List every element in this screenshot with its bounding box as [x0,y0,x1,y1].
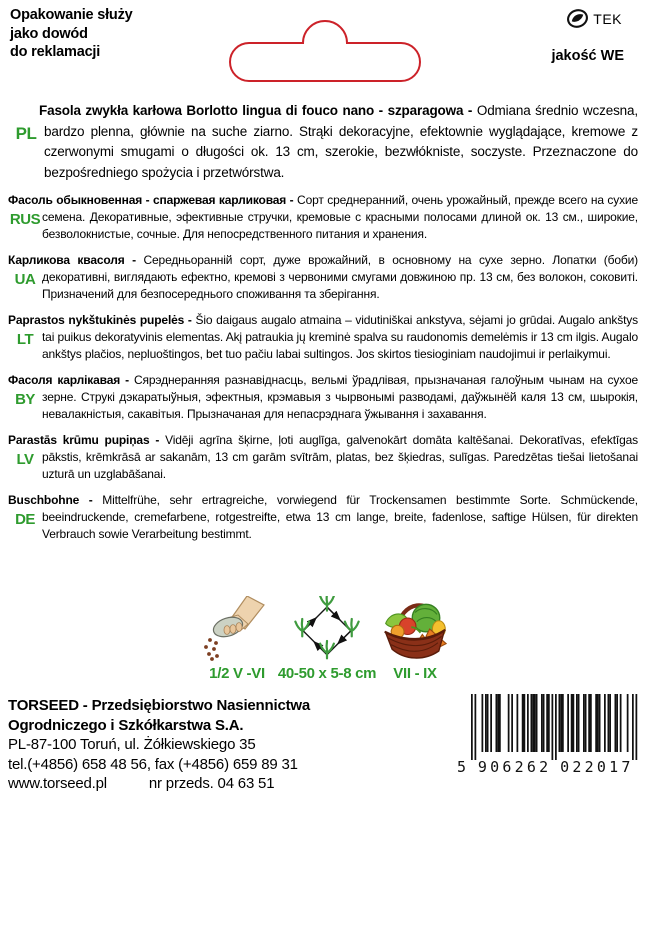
section-text: Vidēji agrīna šķirne, ļoti auglīga, galvenokārt domāta kaltēšanai. Dekoratīvas, efektīgas pākstis, krēmkrāsā ar sakanām, 13 cm garām svītrām, platas, bez šķiedras, sulīgas. Paredzētas tiešai lietošanai uzturā un uzglabāšanai. [42,433,638,481]
svg-text:9: 9 [477,758,487,776]
claim-line: do reklamacji [10,44,101,60]
section-title: Фасоль обыкновенная - спаржевая карликовая - [8,193,294,207]
svg-text:0: 0 [596,758,606,776]
section-title: Fasola zwykła karłowa Borlotto lingua di fouco nano - szparagowa - [39,103,473,118]
claim-line: jako dowód [10,25,88,42]
section-text: Odmiana średnio wczesna, bardzo plenna, głównie na suche ziarno. Strąki dekoracyjne, efektownie wyglądające, kremowe z czerwonymi smugami o długości ok. 13 cm, szerokie, bezwłókniste, soczyste. Przeznaczone do bezpośredniego spożycia i przetwórstwa. [44,103,638,180]
svg-text:2: 2 [539,758,549,776]
section-title: Buschbohne - [8,493,93,507]
section-title: Parastās krūmu pupiņas - [8,433,160,447]
company-name-line1: TORSEED - Przedsiębiorstwo Nasiennictwa [8,697,310,714]
harvest-period-label: VII - IX [393,665,437,682]
lang-code-lv: LV [16,451,34,468]
hang-tab-outline [225,18,425,84]
company-registry: nr przeds. 04 63 51 [148,775,275,792]
section-text: Šio daigaus augalo atmaina – vidutiniškai ankstyva, sėjami jo grūdai. Augalo ankštys tai puikus dekoratyvinis elementas. Akį patraukia jų kreminė spalva su raudonomis demelėmis ir 13 cm ilgis. Augalo ankštys plačios, nepluoštingos, bet tuo pačiu labai sultingos. Jos skirtos tiesioginiam naudojimui ir perlaikymui. [42,313,638,361]
section-text: Середньоранній сорт, дуже врожайний, в основному на сухе зерно. Лопатки (боби) декоративні, виглядають ефектно, кремові з червоними смугами довжиною пр. 13 см, без волокон, соковиті. Призначений для безпосереднього споживання та зберігання. [42,253,638,301]
section-text: Сорт среднеранний, очень урожайный, прежде всего на сухие семена. Декоративные, эфективные стручки, кремовые с красными полосами длиной ок. 13 см., широкие, безволокнистые, сочные. Для непосредственного питания и хранения. [42,193,638,241]
section-title: Paprastos nykštukinės pupelės - [8,313,192,327]
svg-text:2: 2 [514,758,524,776]
section-rus [8,192,638,243]
harvest-info [370,596,460,682]
lang-code-rus: RUS [9,211,41,228]
sowing-period-label: 1/2 V -VI [209,665,265,682]
claim-line: Opakowanie służy [10,7,133,23]
svg-text:6: 6 [502,758,512,776]
tek-label: TEK [593,10,622,27]
lang-code-pl: PL [15,124,37,143]
tek-logo [566,8,622,29]
section-lt [8,312,638,363]
company-contact: tel.(+4856) 658 48 56, fax (+4856) 659 89 31 [8,755,298,773]
section-by [8,372,638,423]
lang-code-de: DE [15,511,35,528]
section-text: Сярэднеранняя разнавіднасць, вельмі ўрадлівая, прызначаная галоўным чынам на сухое зерне. Струкі дэкаратыўныя, эфектныя, крэмавыя з чырвонымі разводамі, даўжынёй каля 13 см, шырокія, невалакністыя, сакавітыя. Прызначаная для непасрэднага ўжывання і захавання. [42,373,638,421]
svg-text:5: 5 [457,758,467,776]
section-title: Карликова квасоля - [8,253,136,267]
plant-spacing-icon [272,596,382,662]
lang-code-by: BY [15,391,35,408]
svg-text:0: 0 [490,758,500,776]
svg-text:7: 7 [621,758,631,776]
barcode [455,694,646,781]
section-title: Фасоля карлікавая - [8,373,129,387]
leaf-icon [566,8,589,29]
company-address: PL-87-100 Toruń, ul. Żółkiewskiego 35 [8,736,256,753]
lang-code-ua: UA [14,271,36,288]
section-ua [8,252,638,303]
quality-label: jakość WE [551,48,624,64]
section-de [8,492,638,543]
harvest-basket-icon [370,596,460,662]
section-text: Mittelfrühe, sehr ertragreiche, vorwiegend für Trockensamen bestimmte Sorte. Schmückende, beeindruckende, cremefarbene, rotgestreifte, etwa 13 cm lange, breite, fadenlose, saftige Hülsen, für direkten Verbrauch sowie Verarbeitung bestimmt. [42,493,638,541]
lang-code-lt: LT [16,331,34,348]
svg-text:1: 1 [609,758,619,776]
svg-text:6: 6 [526,758,536,776]
section-lv [8,432,638,483]
company-website: www.torseed.pl [8,775,107,792]
barcode-svg [455,694,646,776]
company-name-line2: Ogrodniczego i Szkółkarstwa S.A. [8,716,244,734]
spacing-label: 40-50 x 5-8 cm [277,665,377,682]
description-sections [8,101,638,552]
svg-text:2: 2 [584,758,594,776]
packaging-claim [10,6,133,62]
svg-text:0: 0 [560,758,570,776]
svg-text:2: 2 [572,758,582,776]
company-block [8,696,310,794]
section-pl [8,101,638,183]
spacing-info [272,596,382,682]
